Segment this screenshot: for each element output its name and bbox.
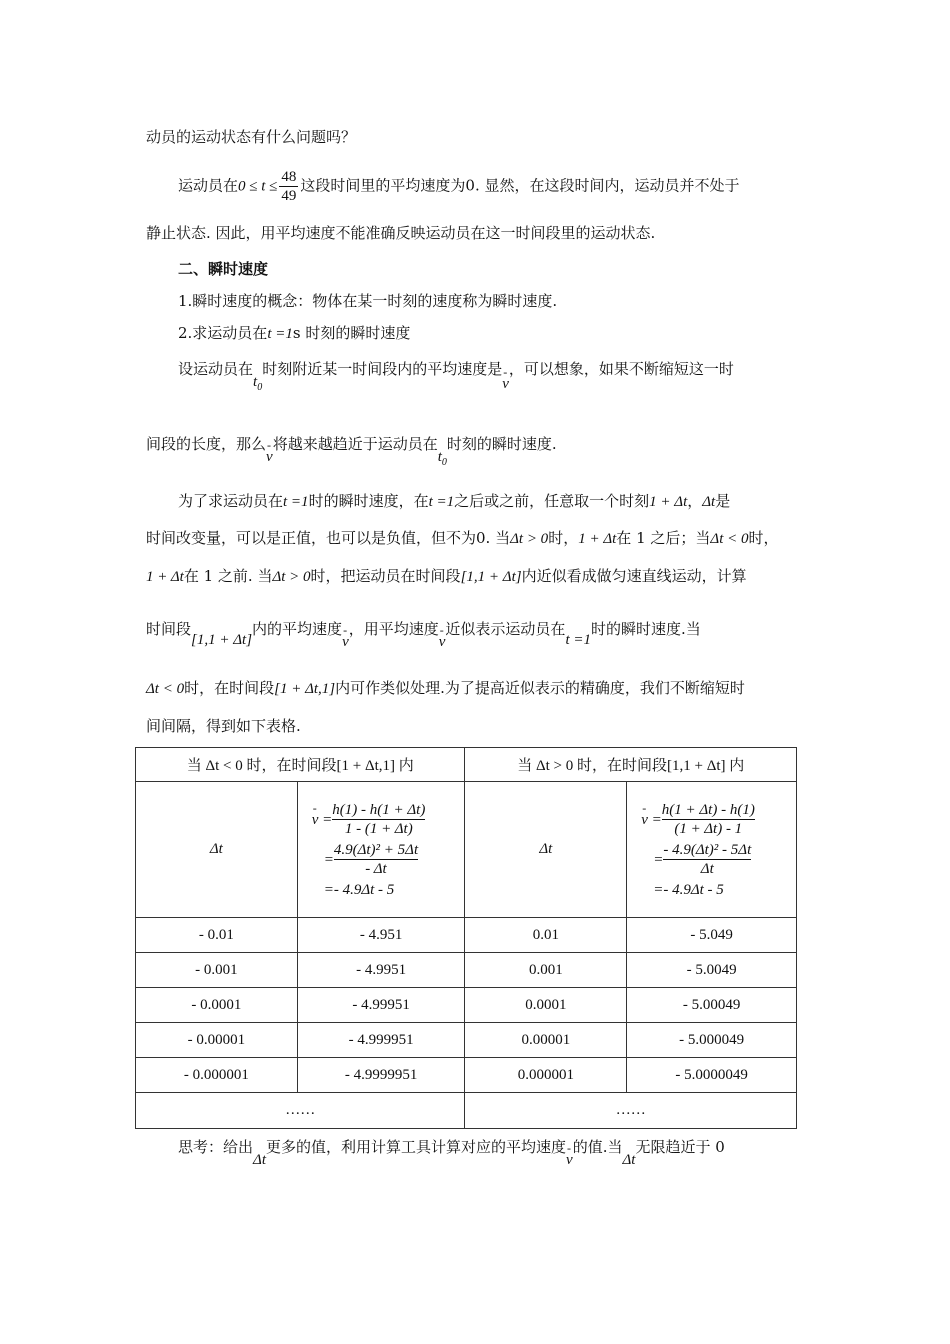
paragraph-1: 动员的运动状态有什么问题吗？ [146,128,357,146]
paragraph-11: 间间隔，得到如下表格. [146,717,301,735]
paragraph-definition: 1.瞬时速度的概念：物体在某一时刻的速度称为瞬时速度. [178,292,558,310]
delta-t-label-left: Δt [136,782,298,918]
ellipsis-left: …… [136,1093,465,1129]
header-right: 当 Δt > 0 时，在时间段[1,1 + Δt] 内 [465,748,797,782]
paragraph-task: 2.求运动员在t =1s 时刻的瞬时速度 [178,324,411,342]
formula-right: - v = $\frac{h(1 + \Delta t) - h(1)}{(1 + \Delta t) - 1}$ = $\frac{\text{- 4.9(Δt)² - 5Δt}}{\Delta t}$ =- 4.9Δt - 5 [627,782,797,918]
paragraph-5: 间段的长度，那么- v将越来越趋近于运动员在$t_0$时刻的瞬时速度. [146,433,557,462]
paragraph-3: 静止状态. 因此，用平均速度不能准确反映运动员在这一时间段里的运动状态. [146,224,656,242]
math-v-bar: - v [342,631,349,653]
paragraph-4: 设运动员在$t_0$时刻附近某一时间段内的平均速度是- v，可以想象，如果不断缩短这一时 [178,358,734,387]
header-left: 当 Δt < 0 时，在时间段[1 + Δt,1] 内 [136,748,465,782]
paragraph-6: 为了求运动员在t =1时的瞬时速度，在t =1之后或之前，任意取一个时刻1 + Δt，Δt是 [178,492,731,510]
paragraph-8: 1 + Δt在 1 之前. 当Δt > 0时，把运动员在时间段[1,1 + Δt]内近似看成做匀速直线运动，计算 [146,567,747,585]
paragraph-think: 思考：给出Δt更多的值，利用计算工具计算对应的平均速度- v的值.当Δt无限趋近于 0 [178,1136,725,1159]
table-header-row [136,748,797,782]
math-v-bar: - v [266,446,273,468]
paragraph-2: 运动员在0 ≤ t ≤ $\frac{48}{49}$ 这段时间里的平均速度为0. 显然，在这段时间内，运动员并不处于 [178,169,740,204]
table-row: - 0.0001 - 4.99951 0.0001 - 5.00049 [136,988,797,1023]
paragraph-7: 时间改变量，可以是正值，也可以是负值，但不为0. 当Δt > 0时，1 + Δt在 1 之后；当Δt < 0时， [146,529,779,547]
velocity-table [135,747,797,1129]
table-row: - 0.000001 - 4.9999951 0.000001 - 5.0000049 [136,1058,797,1093]
math-t0: $t_0$ [437,449,447,468]
ellipsis-row [136,1093,797,1129]
ellipsis-right: …… [465,1093,797,1129]
paragraph-10: Δt < 0时，在时间段[1 + Δt,1]内可作类似处理.为了提高近似表示的精确度，我们不断缩短时 [146,679,745,697]
table-row: - 0.00001 - 4.999951 0.00001 - 5.000049 [136,1023,797,1058]
section-heading: 二、瞬时速度 [178,260,269,278]
delta-t-label-right: Δt [465,782,627,918]
paragraph-9: 时间段[1,1 + Δt]内的平均速度- v，用平均速度- v近似表示运动员在t =1时的瞬时速度.当 [146,618,701,641]
math-t0: $t_0$ [253,374,263,393]
formula-row [136,782,797,918]
table-row: - 0.001 - 4.9951 0.001 - 5.0049 [136,953,797,988]
math-v-bar: - v [566,1149,573,1171]
math-v-bar: - v [439,631,446,653]
formula-left: - v = $\frac{h(1) - h(1 + \Delta t)}{1 - (1 + \Delta t)}$ = $\frac{\text{4.9(Δt)² + 5Δt}}{- \Delta t}$ =- 4.9Δt - 5 [297,782,465,918]
fraction-48-49: $\frac{48}{49}$ [281,169,297,204]
table-row: - 0.01 - 4.951 0.01 - 5.049 [136,918,797,953]
math-v-bar: - v [502,373,509,395]
